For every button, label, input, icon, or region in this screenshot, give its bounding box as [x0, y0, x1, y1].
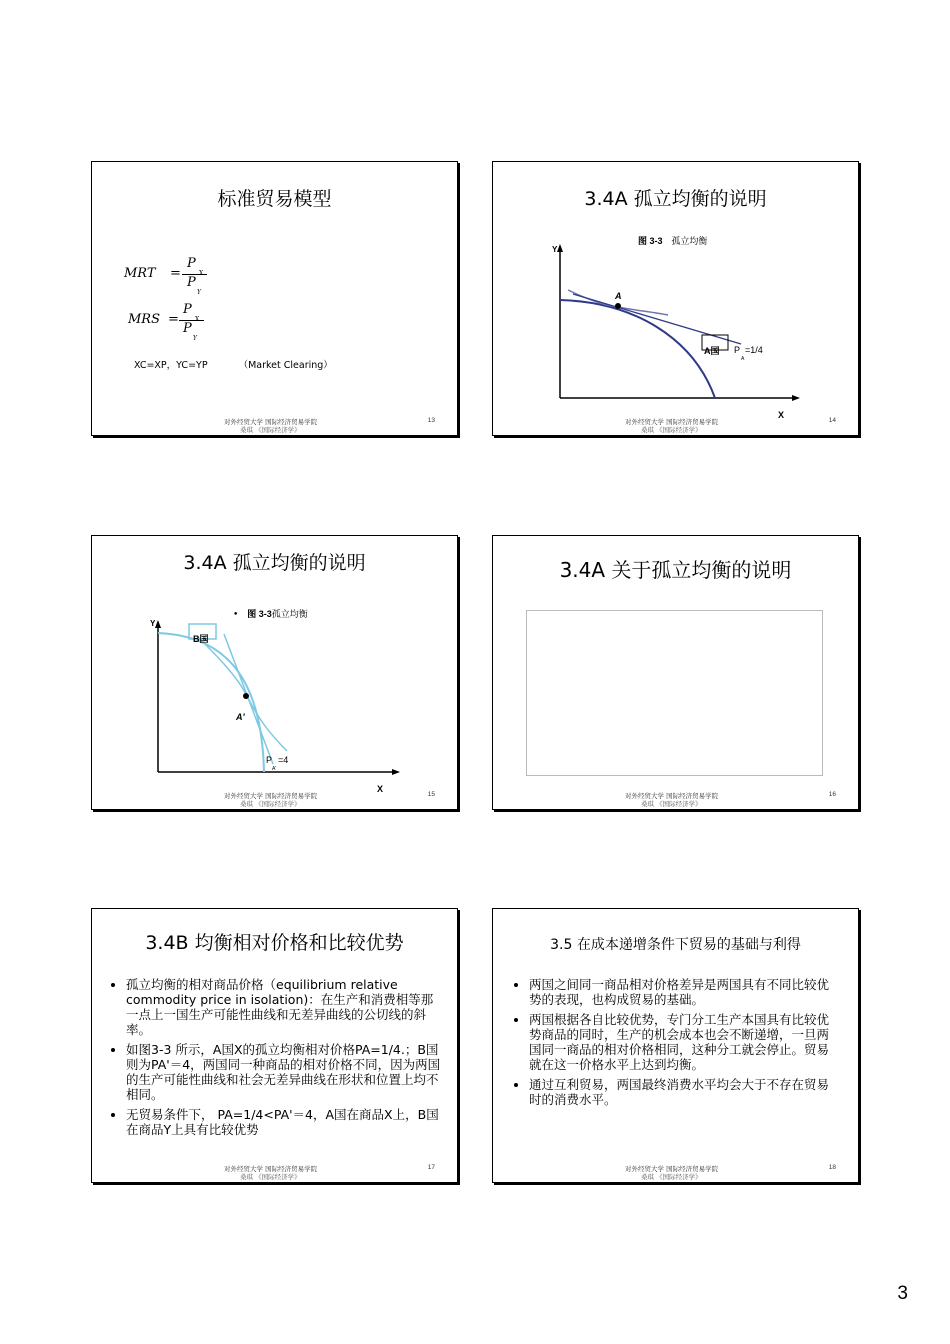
x-axis-arrow: [792, 395, 800, 401]
y-axis-label: Y: [552, 245, 558, 254]
x-axis-label: X: [778, 410, 785, 420]
slide-16: [492, 535, 859, 810]
slide-title: 标准贸易模型: [217, 188, 332, 210]
slide-17: [91, 908, 458, 1183]
slide-footer: 对外经贸大学 国际经济贸易学院 桑琪 《国际经济学》 14: [625, 417, 836, 434]
point-a-prime-label: A': [236, 712, 245, 722]
equilibrium-point-a-prime: [243, 693, 249, 699]
price-p: P: [734, 345, 741, 355]
list-item: • 孤立均衡的相对商品价格（equilibrium relative commodity price in isolation)：在生产和消费相等那一点上一国生产可能性曲线和无差异曲线的公切线的斜率。: [126, 977, 442, 1037]
bullet-list: [112, 977, 442, 1142]
slide-title: 3.4A 孤立均衡的说明: [183, 552, 366, 574]
y-axis-label: Y: [150, 619, 156, 628]
price-value: =1/4: [745, 345, 763, 355]
price-tangent-line: [224, 634, 273, 764]
mrt-formula: MRT = P X P Y: [124, 254, 264, 304]
figure-caption: 图 3-3 孤立均衡: [638, 236, 708, 247]
production-possibility-curve: [158, 633, 264, 772]
slide-title: 3.4A 孤立均衡的说明: [584, 188, 767, 210]
figure-caption: • 图 3-3孤立均衡: [233, 609, 308, 620]
list-item: • 无贸易条件下， PA=1/4<PA'＝4，A国在商品X上，B国在商品Y上具有比较优势: [126, 1107, 442, 1137]
list-item: • 两国根据各自比较优势，专门分工生产本国具有比较优势商品的同时，生产的机会成本也会不断递增，一旦两国同一商品的相对价格相同，这种分工就会停止。贸易就在这一价格水平上达到均衡。: [529, 1012, 833, 1072]
y-axis-arrow: [155, 620, 161, 628]
y-axis-arrow: [557, 244, 563, 252]
slide-title: 3.4A 关于孤立均衡的说明: [559, 558, 792, 582]
slide-13: [91, 161, 458, 436]
price-subscript: A: [741, 356, 745, 362]
point-a-label: A: [615, 291, 622, 301]
indifference-curve: [197, 636, 287, 751]
production-possibility-curve: [560, 300, 715, 398]
slide-page-number: 15: [427, 791, 435, 798]
price-value: =4: [278, 755, 289, 765]
x-axis-arrow: [392, 769, 400, 775]
slide-14: [492, 161, 859, 436]
slide-footer: 对外经贸大学 国际经济贸易学院 桑琪 《国际经济学》 18: [625, 1164, 836, 1181]
slide-page-number: 16: [828, 791, 836, 798]
list-item: • 如图3-3 所示，A国X的孤立均衡相对价格PA=1/4.；B国则为PA'＝4，两国同一种商品的相对价格不同，因为两国的生产可能性曲线和社会无差异曲线在形状和位置上均不相同。: [126, 1042, 442, 1102]
slide-footer: 对外经贸大学 国际经济贸易学院 桑琪 《国际经济学》 17: [224, 1164, 435, 1181]
price-p: P: [266, 755, 273, 765]
bullet-list: [515, 977, 833, 1112]
empty-content-frame: [526, 610, 823, 776]
slide-page-number: 18: [828, 1164, 836, 1171]
x-axis-label: X: [377, 784, 384, 794]
slide-footer: 对外经贸大学 国际经济贸易学院 桑琪 《国际经济学》 16: [625, 791, 836, 808]
slide-15: [91, 535, 458, 810]
isolation-equilibrium-diagram-a: [493, 162, 858, 435]
equilibrium-point-a: [615, 303, 621, 309]
slide-title: 3.4B 均衡相对价格和比较优势: [145, 932, 404, 954]
slide-page-number: 17: [427, 1164, 435, 1171]
slide-18: [492, 908, 859, 1183]
country-a-label: A国: [704, 346, 720, 356]
slide-footer: 对外经贸大学 国际经济贸易学院 桑琪 《国际经济学》 13: [224, 417, 435, 434]
country-b-label: B国: [193, 634, 209, 644]
mrs-formula: MRS = P X P Y: [128, 300, 268, 350]
list-item: • 两国之间同一商品相对价格差异是两国具有不同比较优势的表现，也构成贸易的基础。: [529, 977, 833, 1007]
price-subscript: A': [272, 766, 277, 772]
slide-title: 3.5 在成本递增条件下贸易的基础与利得: [550, 937, 801, 953]
list-item: • 通过互利贸易，两国最终消费水平均会大于不存在贸易时的消费水平。: [529, 1077, 833, 1107]
document-page-number: 3: [897, 1283, 908, 1304]
slide-page-number: 13: [427, 417, 435, 424]
market-clearing: XC=XP，YC=YP （Market Clearing）: [134, 360, 333, 371]
isolation-equilibrium-diagram-b: [92, 536, 457, 809]
slide-page-number: 14: [828, 417, 836, 424]
price-tangent-line: [573, 294, 741, 344]
slide-footer: 对外经贸大学 国际经济贸易学院 桑琪 《国际经济学》 15: [224, 791, 435, 808]
